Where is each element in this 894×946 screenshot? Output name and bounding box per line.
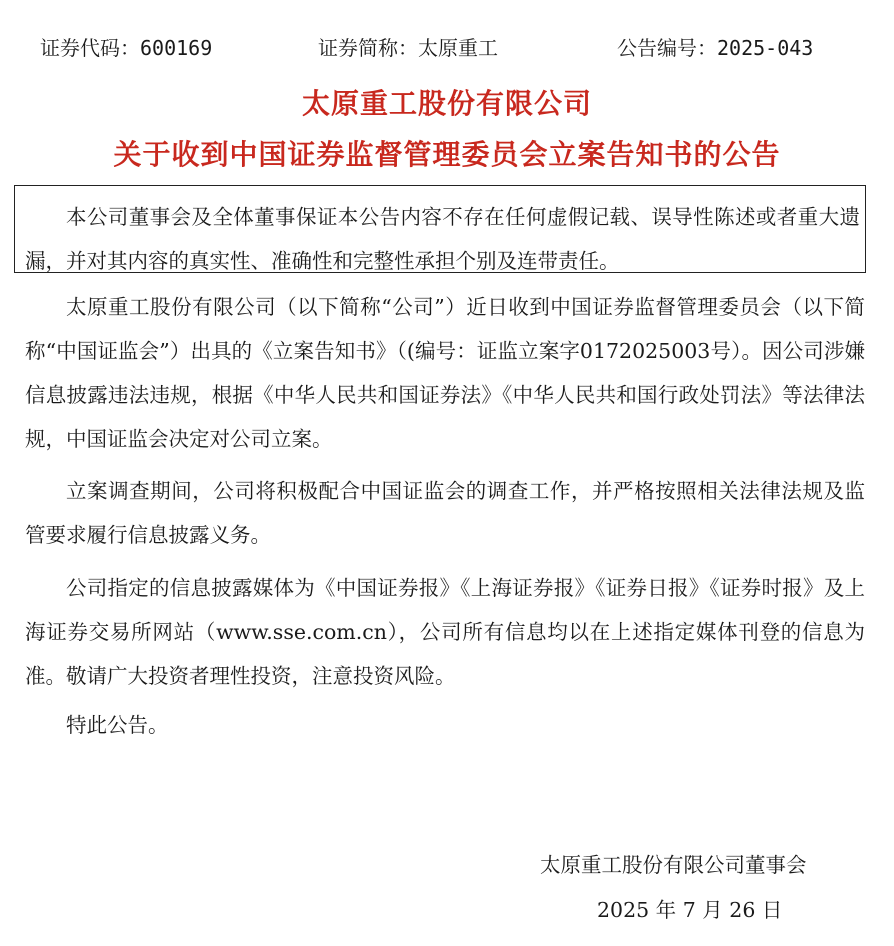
paragraph-media: 公司指定的信息披露媒体为《中国证券报》《上海证券报》《证券日报》《证券时报》及上海证券交易所网站（www.sse.com.cn），公司所有信息均以在上述指定媒体刊登的信息为准。敬请广大投资者理性投资，注意投资风险。 xyxy=(25,576,865,688)
security-code: 证券代码：600169 xyxy=(40,36,213,60)
signature-organization: 太原重工股份有限公司董事会 xyxy=(540,853,807,877)
board-statement: 本公司董事会及全体董事保证本公告内容不存在任何虚假记载、误导性陈述或者重大遗漏，并对其内容的真实性、准确性和完整性承担个别及连带责任。 xyxy=(25,205,860,273)
announcement-number: 公告编号：2025-043 xyxy=(617,36,814,60)
security-short-name: 证券简称：太原重工 xyxy=(318,36,498,60)
signature-date: 2025 年 7 月 26 日 xyxy=(597,898,783,922)
company-title: 太原重工股份有限公司 xyxy=(301,87,592,120)
paragraph-notice-received: 太原重工股份有限公司（以下简称“公司”）近日收到中国证券监督管理委员会（以下简称“中国证监会”）出具的《立案告知书》（(编号：证监立案字0172025003号）。因公司涉嫌信息披露违法违规，根据《中华人民共和国证券法》《中华人民共和国行政处罚法》等法律法规，中国证监会决定对公司立案。 xyxy=(25,295,865,451)
paragraph-cooperation: 立案调查期间，公司将积极配合中国证监会的调查工作，并严格按照相关法律法规及监管要求履行信息披露义务。 xyxy=(25,479,865,547)
paragraph-closing: 特此公告。 xyxy=(66,713,169,737)
announcement-title: 关于收到中国证券监督管理委员会立案告知书的公告 xyxy=(113,138,781,171)
